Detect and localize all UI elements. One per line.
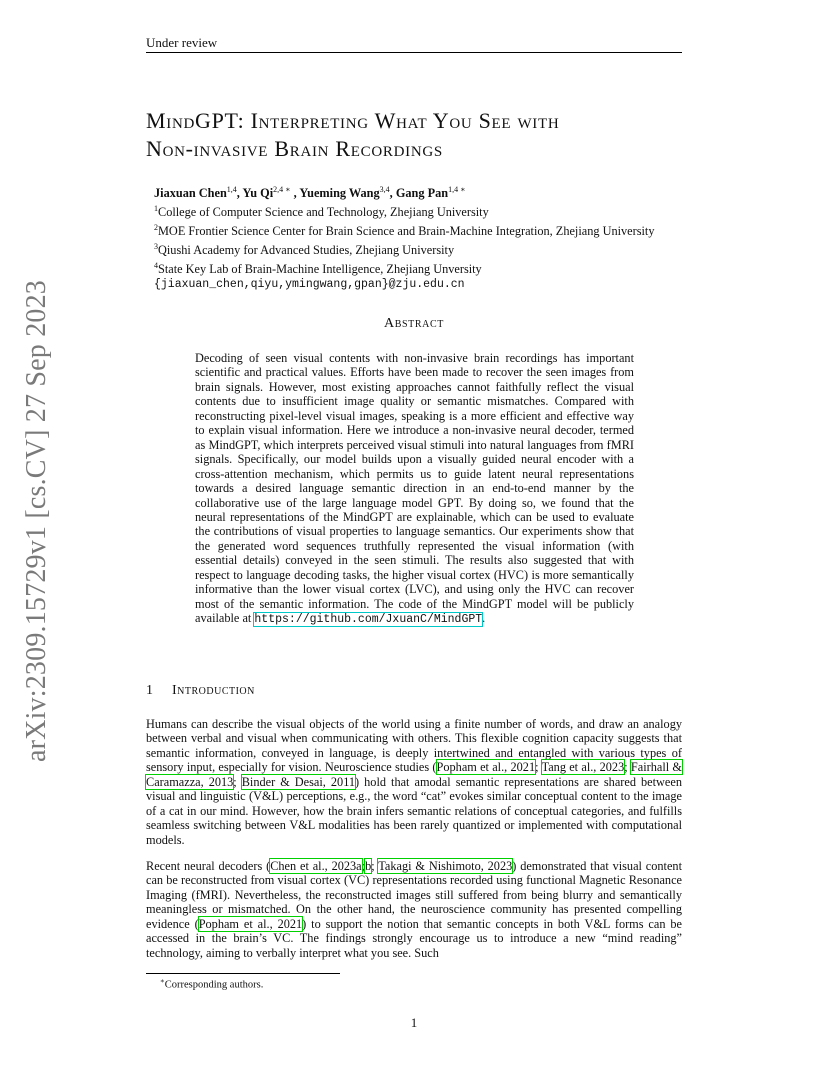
affiliation: $^2$MOE Frontier Science Center for Brain Science and Brain-Machine Integration, Zhejiang University	[154, 223, 655, 239]
header-rule	[146, 52, 682, 53]
citation-link[interactable]: Takagi & Nishimoto, 2023	[378, 859, 513, 873]
paper-title	[146, 107, 706, 163]
author-name: Yueming Wang	[299, 186, 380, 201]
affiliation: $^3$Qiushi Academy for Advanced Studies, Zhejiang University	[154, 242, 455, 258]
citation-link[interactable]: b	[365, 859, 372, 873]
citation-link[interactable]: Popham et al., 2021	[198, 916, 303, 931]
author-names: Jiaxuan Chen$^{1,4}$, Yu $Qi^{2,4 ∗}$ , Yueming Wang$^{3,4}$, Gang Pan$^{1,4 ∗}$	[154, 185, 466, 201]
author-emails: {jiaxuan_chen,qiyu,ymingwang,gpan}@zju.edu.cn	[154, 278, 465, 292]
intro-paragraph-2: Recent neural decoders (Chen et al., 2023a;b; Takagi & Nishimoto, 2023) demonstrated that visual content can be reconstructed from visual cortex (VC) representations recorded using functional Magnetic Resonance Imaging (fMRI). Nevertheless, the reconstructed images still suffered from being blurry and semantically meaningless or mismatched. On the other hand, the neuroscience community has presented compelling evidence (Popham et al., 2021) to support the notion that semantic concepts in both V&L forms can be accessed in the brain’s VC. The findings strongly encourage us to introduce a new “mind reading” technology, aiming to verbally interpret what you see. Such	[146, 859, 682, 960]
citation-link[interactable]: Tang et al., 2023	[541, 760, 625, 775]
title-line-1: MindGPT: Interpreting What You See with	[146, 108, 560, 133]
abstract-body: Decoding of seen visual contents with non-invasive brain recordings has important scientific and practical values. Efforts have been made to recover the seen images from brain signals. However, most existing approaches cannot faithfully reflect the visual contents due to insufficient image quality or semantic mismatches. Compared with reconstructing pixel-level visual images, speaking is a more efficient and effective way to explain visual information. Here we introduce a non-invasive neural decoder, termed as MindGPT, which interprets perceived visual stimuli into natural languages from fMRI signals. Specifically, our model builds upon a visually guided neural encoder with a cross-attention mechanism, which permits us to guide latent neural representations towards a desired language semantic direction in an end-to-end manner by the collaborative use of the large language model GPT. By doing so, we found that the neural representations of the MindGPT are explainable, which can be used to evaluate the contributions of visual properties to language semantics. Our experiments show that the generated word sequences truthfully represented the visual information (with essential details) conveyed in the seen stimuli. The results also suggested that with respect to language decoding tasks, the higher visual cortex (HVC) is more semantically informative than the lower visual cortex (LVC), and using only the HVC can recover most of the semantic information. The code of the MindGPT model will be publicly available at https://github.com/JxuanC/MindGPT.	[195, 351, 634, 627]
author-block	[154, 182, 714, 293]
section-title: Introduction	[172, 683, 255, 698]
author-affil-mark: 3,4	[379, 185, 390, 194]
author-affil-mark: 1,4	[226, 185, 237, 194]
abstract-text: Decoding of seen visual contents with non-invasive brain recordings has important scientific and practical values. Efforts have been made to recover the seen images from brain signals. However, most existing approaches cannot faithfully reflect the visual contents due to insufficient image quality or semantic mismatches. Compared with reconstructing pixel-level visual images, speaking is a more efficient and effective way to explain visual information. Here we introduce a non-invasive neural decoder, termed as MindGPT, which interprets perceived visual stimuli into natural languages from fMRI signals. Specifically, our model builds upon a visually guided neural encoder with a cross-attention mechanism, which permits us to guide latent neural representations towards a desired language semantic direction in an end-to-end manner by the collaborative use of the large language model GPT. By doing so, we found that the neural representations of the MindGPT are explainable, which can be used to evaluate the contributions of visual properties to language semantics. Our experiments show that the generated word sequences truthfully represented the visual information (with essential details) conveyed in the seen stimuli. The results also suggested that with respect to language decoding tasks, the higher visual cortex (HVC) is more semantically informative than the lower visual cortex (LVC), and using only the HVC can recover most of the semantic information. The code of the MindGPT model will be publicly available at	[195, 351, 634, 626]
abstract-heading: Abstract	[384, 316, 444, 331]
arxiv-side-stamp	[12, 279, 62, 763]
affiliation: $^4$State Key Lab of Brain-Machine Intelligence, Zhejiang Unversity	[154, 261, 482, 277]
section-heading-introduction	[146, 683, 255, 699]
citation-link[interactable]: Chen et al., 2023a	[270, 859, 362, 873]
section-number: 1	[146, 683, 153, 698]
citation-link[interactable]: Binder & Desai, 2011	[241, 774, 356, 789]
footnote-text: Corresponding authors.	[164, 979, 264, 991]
author-affil-mark: 2,4 ∗	[273, 185, 291, 194]
footnote	[160, 977, 263, 991]
footnote-rule	[146, 973, 340, 974]
page-number: 1	[410, 1015, 418, 1030]
author-name: Jiaxuan Chen	[154, 186, 227, 201]
citation-link[interactable]: Popham et al., 2021	[436, 760, 536, 775]
affiliation: $^1$College of Computer Science and Technology, Zhejiang University	[154, 204, 489, 220]
title-line-2: Non-invasive Brain Recordings	[146, 136, 443, 161]
citation-link[interactable]: Fairhall & Caramazza, 2013	[146, 760, 682, 789]
author-name: Gang Pan	[395, 186, 449, 201]
footnote-mark: ∗	[160, 977, 165, 985]
arxiv-identifier: arXiv:2309.15729v1 [cs.CV] 27 Sep 2023	[21, 279, 52, 763]
author-affil-mark: 1,4 ∗	[448, 185, 466, 194]
code-repository-link[interactable]: https://github.com/JxuanC/MindGPT	[254, 613, 483, 627]
author-name: Yu Qi	[242, 186, 274, 201]
intro-paragraph-1: Humans can describe the visual objects of the world using a finite number of words, and draw an analogy between verbal and visual when communicating with others. This flexible cognition capacity suggests that semantic information, conveyed in language, is deeply intertwined and entangled with various types of sensory input, especially for vision. Neuroscience studies (Popham et al., 2021; Tang et al., 2023; Fairhall & Caramazza, 2013; Binder & Desai, 2011) hold that amodal semantic representations are shared between visual and linguistic (V&L) perceptions, e.g., the word “cat” evokes similar conceptual content to the image of a cat in our mind. However, how the brain infers semantic relations of conceptual categories, and fulfills seamless switching between V&L modalities has been rarely quantized or implemented with computational models.	[146, 717, 682, 847]
running-header: Under review	[146, 35, 218, 50]
